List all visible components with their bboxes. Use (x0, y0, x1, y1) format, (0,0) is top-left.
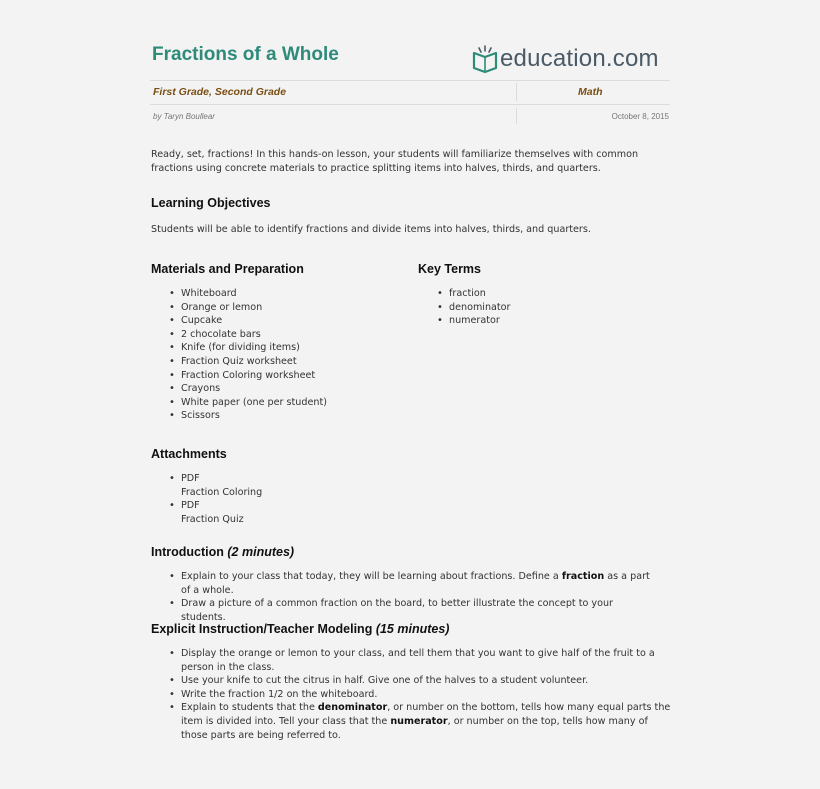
list-item: • Write the fraction 1/2 on the whiteboard. (167, 688, 672, 702)
objectives-text: Students will be able to identify fractions and divide items into halves, thirds, and quarters. (151, 224, 591, 235)
objectives-heading: Learning Objectives (151, 196, 271, 210)
author: by Taryn Boullear (153, 112, 215, 121)
list-item: • White paper (one per student) (167, 396, 397, 410)
book-logo-icon (470, 44, 500, 74)
attachment-type: PDF (181, 473, 200, 484)
list-item: • Explain to your class that today, they will be learning about fractions. Define a fraction as a part of a whole. (167, 570, 657, 597)
attachments-heading: Attachments (151, 447, 227, 461)
attachment-item[interactable] (167, 499, 397, 526)
list-item: • Explain to students that the denominator, or number on the bottom, tells how many equal parts the item is divided into. Tell your class that the numerator, or number on the top, tells how many of those parts are being referred to. (167, 701, 672, 742)
introduction-heading (151, 545, 294, 559)
list-item: • Scissors (167, 409, 397, 423)
divider (516, 108, 517, 124)
list-item: • Display the orange or lemon to your class, and tell them that you want to give half of the fruit to a person in the class. (167, 647, 672, 674)
attachments-list (167, 472, 397, 526)
materials-list (167, 287, 397, 423)
list-item: • Draw a picture of a common fraction on the board, to better illustrate the concept to your students. (167, 597, 657, 624)
materials-heading: Materials and Preparation (151, 262, 304, 276)
grade-level: First Grade, Second Grade (153, 86, 287, 98)
education-logo[interactable] (470, 44, 659, 74)
publish-date: October 8, 2015 (611, 112, 669, 121)
page-title: Fractions of a Whole (152, 44, 339, 65)
instruction-heading (151, 622, 449, 636)
list-item: • Whiteboard (167, 287, 397, 301)
attachment-type: PDF (181, 500, 200, 512)
divider (516, 83, 517, 101)
list-item: • Fraction Quiz worksheet (167, 355, 397, 369)
section-title: Introduction (151, 545, 224, 559)
key-terms-list (435, 287, 635, 328)
list-item: • Orange or lemon (167, 301, 397, 315)
list-item: • denominator (435, 301, 635, 315)
list-item: • Fraction Coloring worksheet (167, 369, 397, 383)
introduction-list (167, 570, 657, 624)
list-item: • Use your knife to cut the citrus in half. Give one of the halves to a student volunteer. (167, 674, 672, 688)
list-item: • Cupcake (167, 314, 397, 328)
list-item: • 2 chocolate bars (167, 328, 397, 342)
divider (150, 104, 670, 105)
section-duration: (2 minutes) (227, 545, 295, 559)
divider (150, 80, 670, 81)
attachment-item[interactable] (167, 472, 397, 499)
attachment-link[interactable]: Fraction Quiz (181, 513, 244, 525)
attachment-link[interactable]: Fraction Coloring (181, 486, 263, 498)
logo-text: education.com (500, 45, 659, 72)
section-duration: (15 minutes) (375, 622, 450, 636)
subject: Math (578, 86, 603, 98)
list-item: • fraction (435, 287, 635, 301)
list-item: • Crayons (167, 382, 397, 396)
list-item: • Knife (for dividing items) (167, 341, 397, 355)
intro-paragraph: Ready, set, fractions! In this hands-on lesson, your students will familiarize themselves with common fractions using concrete materials to practice splitting items into halves, thirds, and quarters. (151, 149, 639, 174)
key-terms-heading: Key Terms (418, 262, 481, 276)
page-cutoff (0, 742, 820, 789)
section-title: Explicit Instruction/Teacher Modeling (151, 622, 373, 636)
list-item: • numerator (435, 314, 635, 328)
